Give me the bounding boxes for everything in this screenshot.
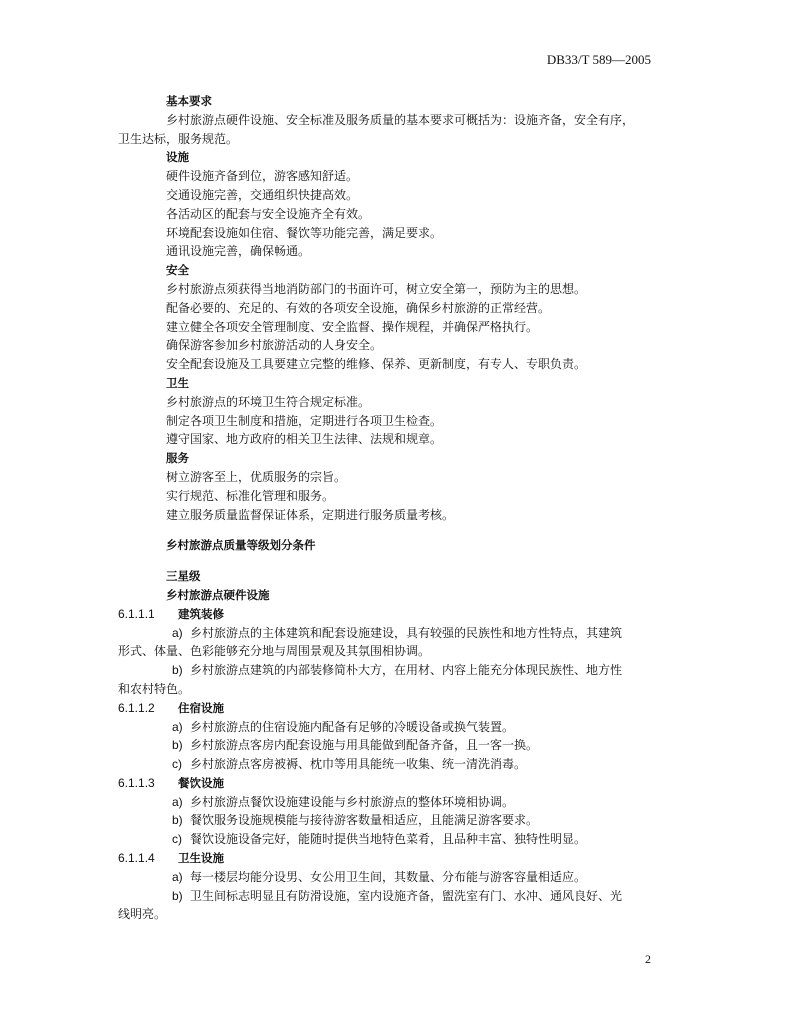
- catering-item: [118, 830, 653, 849]
- subsection-title: 餐饮设施: [178, 775, 224, 790]
- page-number: 2: [645, 952, 651, 966]
- hygiene-item: 遵守国家、地方政府的相关卫生法律、法规和规章。: [166, 432, 443, 447]
- item-text: 乡村旅游点客房内配套设施与用具能做到配备齐备，且一客一换。: [190, 738, 539, 753]
- service-item: 树立游客至上，优质服务的宗旨。: [166, 469, 347, 484]
- standard-code: DB33/T 589—2005: [546, 52, 651, 67]
- three-star-heading: 三星级: [166, 569, 201, 584]
- item-label: a): [172, 625, 183, 640]
- facilities-item: 通讯设施完善，确保畅通。: [166, 244, 311, 259]
- construction-item-b-line2: 和农村特色。: [118, 681, 191, 696]
- hygiene-item: 制定各项卫生制度和措施，定期进行各项卫生检查。: [166, 413, 443, 428]
- hygiene-item: 乡村旅游点的环境卫生符合规定标准。: [166, 394, 371, 409]
- service-item: 建立服务质量监督保证体系，定期进行服务质量考核。: [166, 507, 455, 522]
- sanitation-item-b-line1: [118, 887, 653, 906]
- item-label: a): [172, 869, 183, 884]
- subsection-heading-sanitation: [118, 849, 653, 868]
- section-heading-facilities: 设施: [166, 150, 189, 165]
- item-text: 乡村旅游点的主体建筑和配套设施建设，具有较强的民族性和地方性特点，其建筑: [190, 625, 623, 640]
- subsection-number: 6.1.1.1: [118, 606, 155, 621]
- item-text: 卫生间标志明显且有防滑设施，室内设施齐备，盥洗室有门、水冲、通风良好、光: [190, 888, 623, 903]
- subsection-title: 建筑装修: [178, 606, 224, 621]
- section-heading-service: 服务: [166, 451, 189, 466]
- section-heading-hygiene: 卫生: [166, 375, 189, 390]
- page-content: [118, 92, 653, 924]
- safety-item: 建立健全各项安全管理制度、安全监督、操作规程，并确保严格执行。: [166, 319, 539, 334]
- section-heading-safety: 安全: [166, 263, 189, 278]
- facilities-item: 环境配套设施如住宿、餐饮等功能完善，满足要求。: [166, 225, 443, 240]
- safety-item: 安全配套设施及工具要建立完整的维修、保养、更新制度，有专人、专职负责。: [166, 357, 587, 372]
- item-label: b): [172, 663, 183, 678]
- accommodation-item: [118, 755, 653, 774]
- accommodation-item: [118, 718, 653, 737]
- service-item: 实行规范、标准化管理和服务。: [166, 488, 335, 503]
- spacer: [118, 524, 653, 536]
- item-label: b): [172, 813, 183, 828]
- item-text: 乡村旅游点的住宿设施内配备有足够的冷暖设备或换气装置。: [190, 719, 515, 734]
- item-text: 餐饮设施设备完好，能随时提供当地特色菜肴，且品种丰富、独特性明显。: [190, 832, 587, 847]
- item-text: 乡村旅游点餐饮设施建设能与乡村旅游点的整体环境相协调。: [190, 794, 515, 809]
- subsection-number: 6.1.1.3: [118, 775, 155, 790]
- subsection-heading-accommodation: [118, 699, 653, 718]
- section-heading-basic-requirements: 基本要求: [166, 94, 212, 108]
- construction-item-a-line2: 形式、体量、色彩能够充分地与周围景观及其氛围相协调。: [118, 644, 431, 659]
- item-text: 每一楼层均能分设男、女公用卫生间，其数量、分布能与游客容量相适应。: [190, 869, 587, 884]
- item-label: a): [172, 794, 183, 809]
- hardware-heading: 乡村旅游点硬件设施: [166, 587, 270, 602]
- facilities-item: 各活动区的配套与安全设施齐全有效。: [166, 206, 371, 221]
- item-text: 餐饮服务设施规模能与接待游客数量相适应，且能满足游客要求。: [190, 813, 539, 828]
- safety-item: 配备必要的、充足的、有效的各项安全设施，确保乡村旅游的正常经营。: [166, 300, 551, 315]
- subsection-title: 卫生设施: [178, 851, 224, 866]
- facilities-item: 硬件设施齐备到位，游客感知舒适。: [166, 169, 359, 184]
- item-label: b): [172, 888, 183, 903]
- sanitation-item-b-line2: 线明亮。: [118, 907, 167, 922]
- sanitation-item-a: [118, 868, 653, 887]
- subsection-title: 住宿设施: [178, 700, 224, 715]
- catering-item: [118, 811, 653, 830]
- item-label: a): [172, 719, 183, 734]
- section-heading-grading: 乡村旅游点质量等级划分条件: [166, 538, 316, 553]
- subsection-number: 6.1.1.2: [118, 700, 155, 715]
- item-text: 乡村旅游点建筑的内部装修简朴大方，在用材、内容上能充分体现民族性、地方性: [190, 663, 623, 678]
- safety-item: 确保游客参加乡村旅游活动的人身安全。: [166, 338, 383, 353]
- safety-item: 乡村旅游点须获得当地消防部门的书面许可，树立安全第一，预防为主的思想。: [166, 281, 587, 296]
- item-label: c): [172, 832, 182, 847]
- item-label: b): [172, 738, 183, 753]
- spacer: [118, 555, 653, 567]
- item-label: c): [172, 757, 182, 772]
- subsection-number: 6.1.1.4: [118, 851, 155, 866]
- facilities-item: 交通设施完善，交通组织快捷高效。: [166, 187, 359, 202]
- subsection-heading-catering: [118, 774, 653, 793]
- basic-req-intro-line1: 乡村旅游点硬件设施、安全标准及服务质量的基本要求可概括为：设施齐备，安全有序，: [166, 112, 635, 127]
- subsection-heading-construction: [118, 605, 653, 624]
- basic-req-intro-line2: 卫生达标，服务规范。: [118, 131, 239, 146]
- catering-item: [118, 793, 653, 812]
- construction-item-b-line1: [118, 661, 653, 680]
- accommodation-item: [118, 736, 653, 755]
- item-text: 乡村旅游点客房被褥、枕巾等用具能统一收集、统一清洗消毒。: [190, 757, 527, 772]
- construction-item-a-line1: [118, 624, 653, 643]
